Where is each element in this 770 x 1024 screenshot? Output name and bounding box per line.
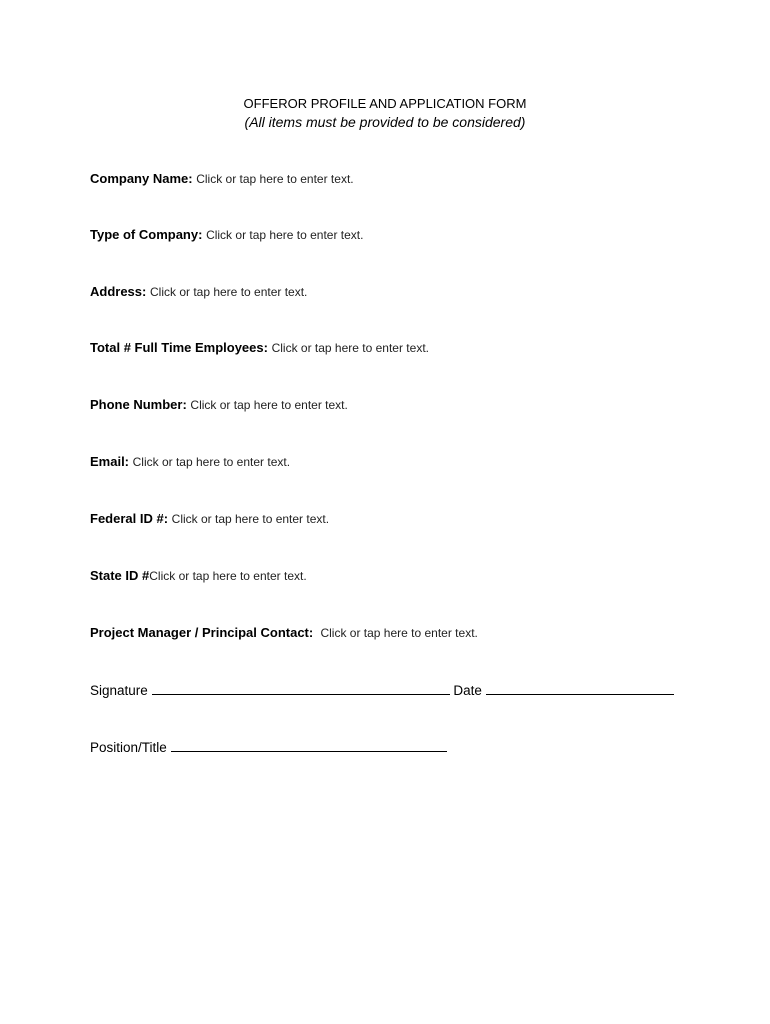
state-id-label: State ID # — [90, 568, 150, 583]
company-type-input[interactable]: Click or tap here to enter text. — [206, 228, 364, 242]
project-manager-label: Project Manager / Principal Contact: — [90, 625, 314, 640]
email-input[interactable]: Click or tap here to enter text. — [132, 455, 291, 469]
signature-row — [90, 680, 674, 700]
phone-label: Phone Number: — [90, 397, 187, 412]
federal-id-label: Federal ID #: — [90, 511, 169, 526]
date-label: Date — [453, 683, 482, 698]
state-id-input[interactable]: Click or tap here to enter text. — [149, 569, 307, 583]
employees-field — [90, 339, 429, 357]
state-id-field — [90, 567, 307, 585]
company-type-field — [90, 226, 363, 244]
project-manager-input[interactable]: Click or tap here to enter text. — [320, 626, 478, 640]
address-input[interactable]: Click or tap here to enter text. — [149, 285, 308, 299]
address-field — [90, 283, 307, 301]
company-name-label: Company Name: — [90, 171, 193, 186]
form-title: OFFEROR PROFILE AND APPLICATION FORM — [243, 96, 527, 111]
position-line[interactable] — [171, 737, 447, 752]
employees-input[interactable]: Click or tap here to enter text. — [271, 341, 429, 355]
company-type-label: Type of Company: — [90, 227, 203, 242]
employees-label: Total # Full Time Employees: — [90, 340, 268, 355]
phone-field — [90, 396, 348, 414]
phone-input[interactable]: Click or tap here to enter text. — [190, 398, 348, 412]
signature-line[interactable] — [152, 680, 450, 695]
position-label: Position/Title — [90, 740, 167, 755]
form-subtitle: (All items must be provided to be considered) — [244, 114, 526, 130]
title-block — [0, 95, 770, 132]
company-name-input[interactable]: Click or tap here to enter text. — [196, 172, 354, 186]
position-row — [90, 737, 447, 757]
date-line[interactable] — [486, 680, 674, 695]
federal-id-field — [90, 510, 329, 528]
federal-id-input[interactable]: Click or tap here to enter text. — [171, 512, 330, 526]
address-label: Address: — [90, 284, 147, 299]
project-manager-field — [90, 624, 478, 642]
email-label: Email: — [90, 454, 130, 469]
signature-label: Signature — [90, 683, 148, 698]
email-field — [90, 453, 290, 471]
company-name-field — [90, 170, 354, 188]
